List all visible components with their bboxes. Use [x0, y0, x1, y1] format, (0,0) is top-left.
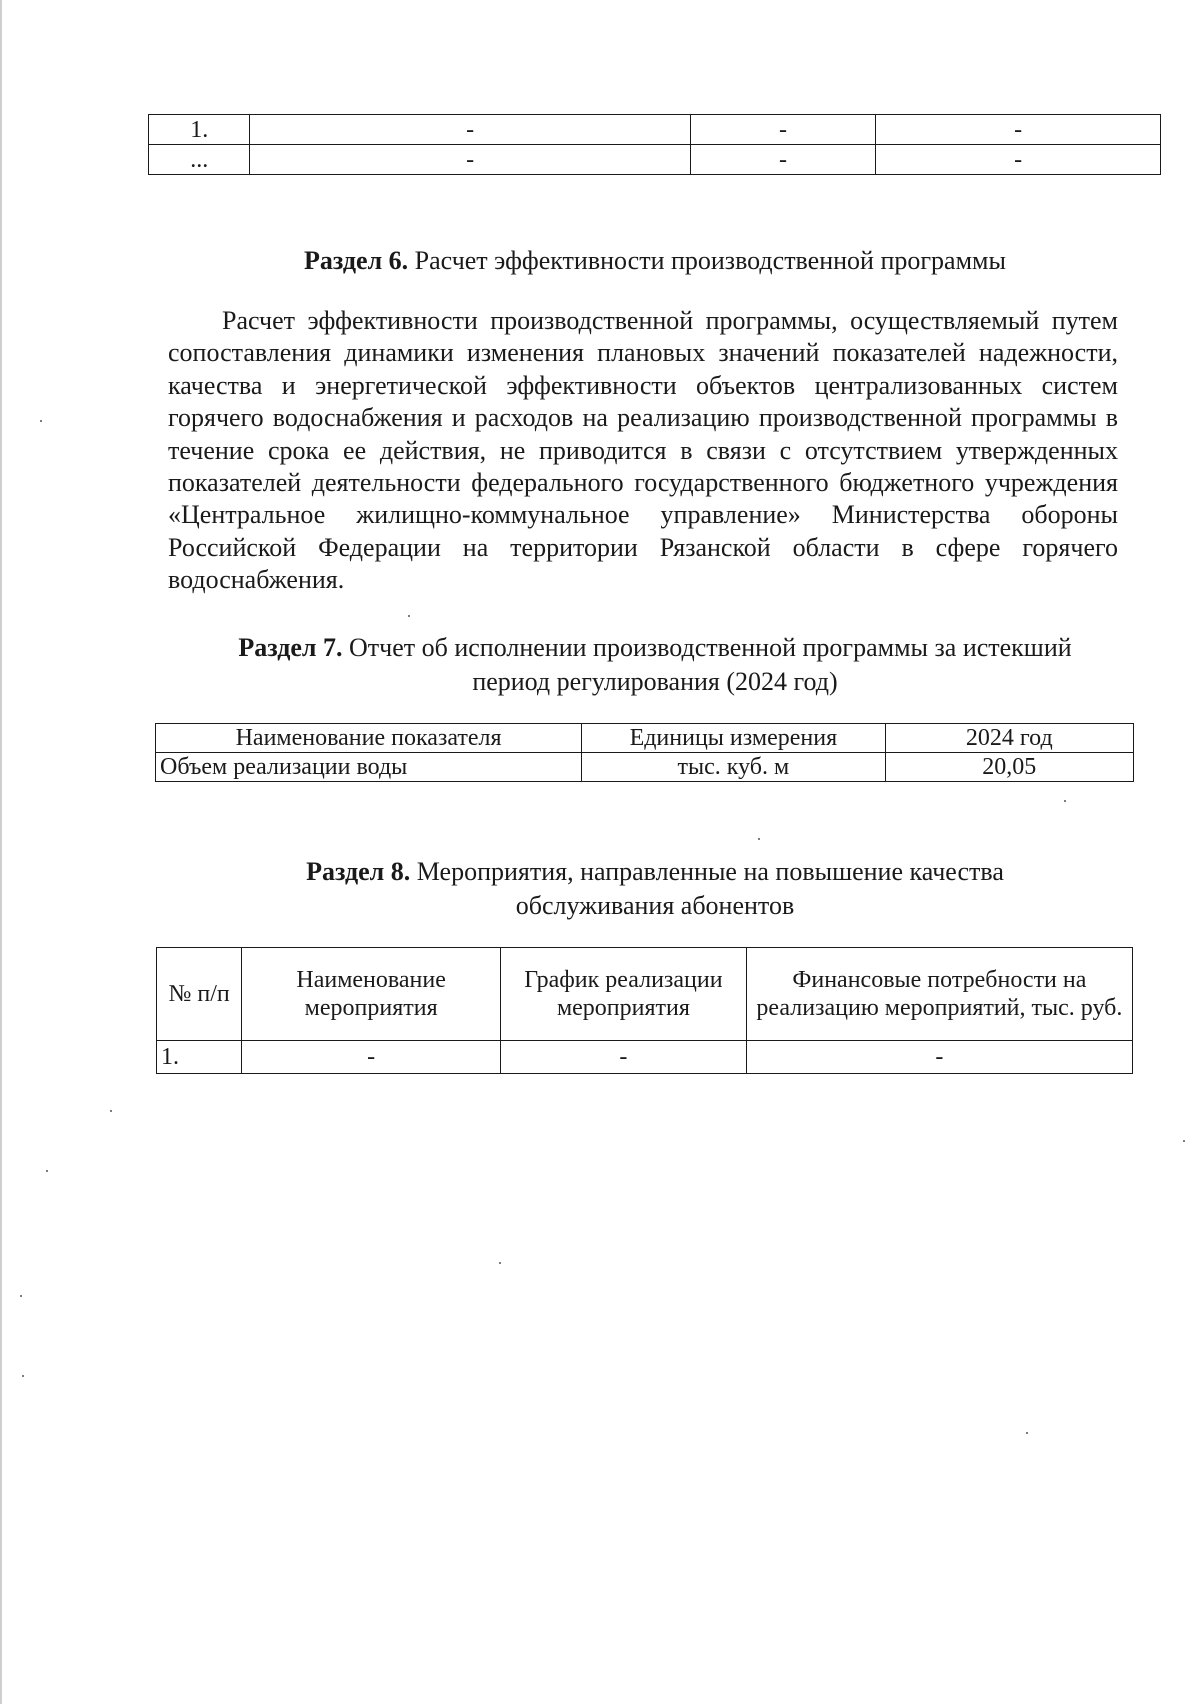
- section-7-title: Отчет об исполнении производственной программы за истекший: [348, 633, 1072, 662]
- table-header-row: [157, 948, 1133, 1041]
- table-row: [149, 145, 1161, 175]
- table-cell: 1.: [157, 1041, 242, 1074]
- column-header: № п/п: [157, 948, 242, 1041]
- table-cell: -: [690, 145, 875, 175]
- scan-speck: [408, 615, 410, 617]
- table-cell: -: [690, 115, 875, 145]
- table-cell: -: [501, 1041, 747, 1074]
- table-row: [156, 753, 1134, 782]
- continued-table: [148, 114, 1161, 175]
- section-8-title-line-2: обслуживания абонентов: [515, 891, 795, 920]
- scan-speck: [1183, 1140, 1185, 1142]
- section-6-title: Расчет эффективности производственной программы: [414, 246, 1006, 275]
- table-cell: Объем реализации воды: [156, 753, 582, 782]
- column-header: Наименование мероприятия: [242, 948, 501, 1041]
- section-8-title-line-1: [150, 855, 1160, 889]
- table-header-row: [156, 724, 1134, 753]
- section-7-title-line-1: [150, 631, 1160, 665]
- scan-speck: [1064, 800, 1066, 802]
- page-edge: [0, 0, 2, 1704]
- column-header: Единицы измерения: [582, 724, 885, 753]
- scan-speck: [1026, 1432, 1028, 1434]
- section-8-title: Мероприятия, направленные на повышение качества: [416, 857, 1004, 886]
- section-8-heading: [150, 855, 1160, 923]
- section-7-heading: [150, 631, 1160, 699]
- column-header: Финансовые потребности на реализацию мероприятий, тыс. руб.: [746, 948, 1132, 1041]
- table-row: [149, 115, 1161, 145]
- table-cell: -: [250, 145, 690, 175]
- table-cell: 1.: [149, 115, 250, 145]
- table-row: [157, 1041, 1133, 1074]
- section-6-paragraph: Расчет эффективности производственной программы, осуществляемый путем сопоставления динамики изменения плановых значений показателей надежности, качества и энергетической эффективности объектов централизованных систем горячего водоснабжения и расходов на реализацию производственной программы в течение срока ее действия, не приводится в связи с отсутствием утвержденных показателей деятельности федерального государственного бюджетного учреждения «Центральное жилищно-коммунальное управление» Министерства обороны Российской Федерации на территории Рязанской области в сфере горячего водоснабжения.: [168, 306, 1118, 595]
- column-header: График реализации мероприятия: [501, 948, 747, 1041]
- table-cell: -: [876, 145, 1161, 175]
- table-cell: 20,05: [885, 753, 1133, 782]
- section-7-label: Раздел 7.: [238, 633, 343, 662]
- scan-speck: [758, 838, 760, 840]
- section-8-label: Раздел 8.: [306, 857, 411, 886]
- scan-speck: [46, 1170, 48, 1172]
- scan-speck: [20, 1295, 22, 1297]
- column-header: Наименование показателя: [156, 724, 582, 753]
- table-cell: тыс. куб. м: [582, 753, 885, 782]
- column-header: 2024 год: [885, 724, 1133, 753]
- report-table: [155, 723, 1134, 782]
- table-cell: -: [746, 1041, 1132, 1074]
- table-cell: -: [250, 115, 690, 145]
- events-table: [156, 947, 1133, 1074]
- scan-speck: [110, 1110, 112, 1112]
- section-6-label: Раздел 6.: [304, 246, 409, 275]
- table-cell: -: [242, 1041, 501, 1074]
- scan-speck: [499, 1262, 501, 1264]
- table-cell: -: [876, 115, 1161, 145]
- section-7-title-line-2: период регулирования (2024 год): [472, 667, 838, 696]
- section-6-heading: [150, 244, 1160, 278]
- scan-speck: [22, 1375, 24, 1377]
- scan-speck: [40, 420, 42, 422]
- table-cell: ...: [149, 145, 250, 175]
